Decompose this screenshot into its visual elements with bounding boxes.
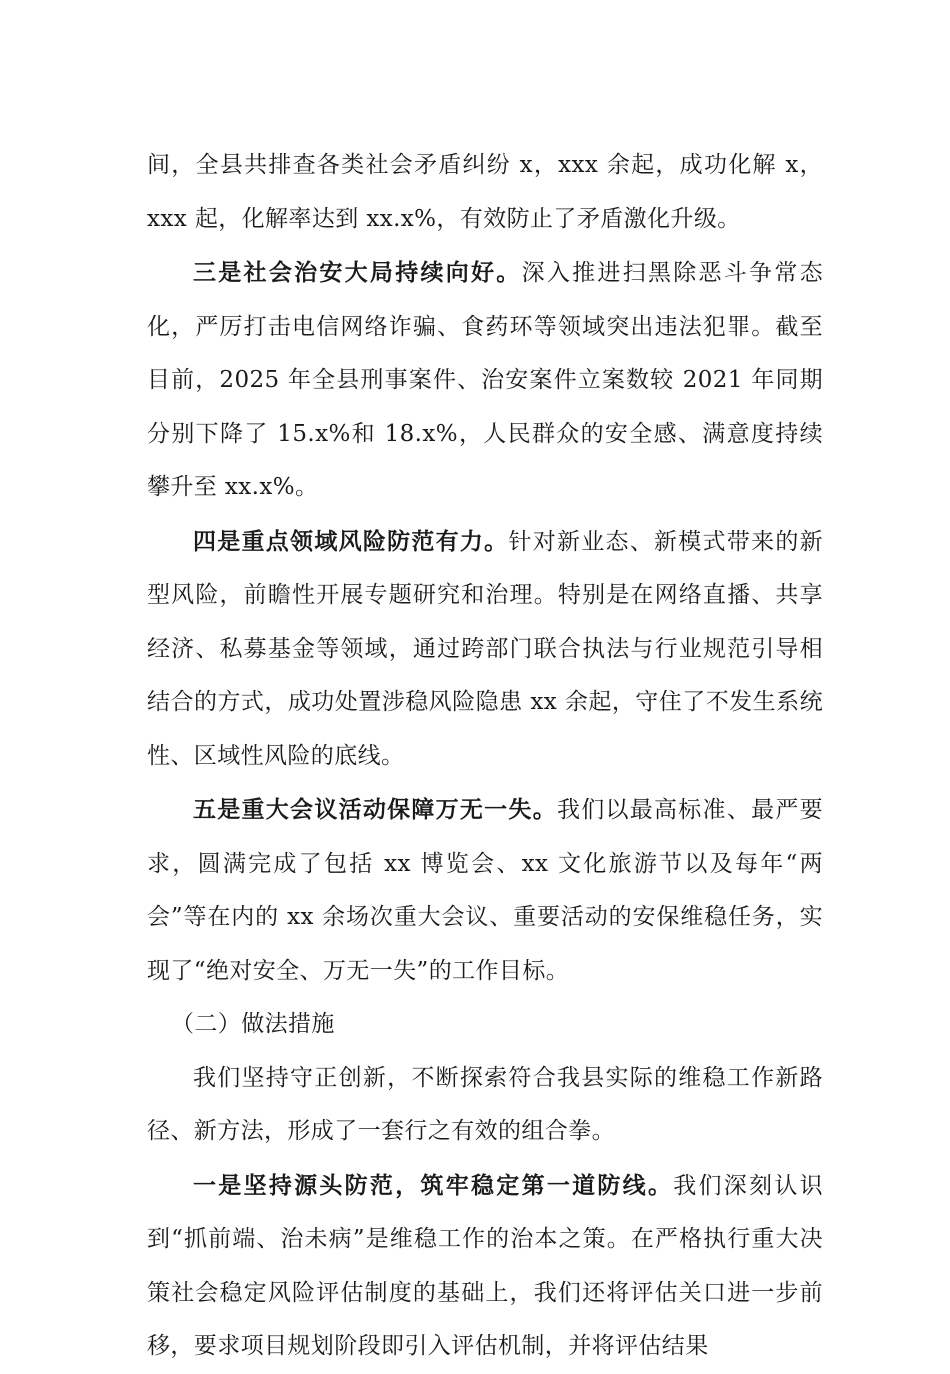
paragraph-risk-prevention (147, 515, 823, 784)
paragraph-text: 我们深刻认识到“抓前端、治未病”是维稳工作的治本之策。在严格执行重大决策社会稳定风险评估制度的基础上，我们还将评估关口进一步前移，要求项目规划阶段即引入评估机制，并将评估结果 (147, 1172, 823, 1359)
paragraph-lead: 一是坚持源头防范，筑牢稳定第一道防线。 (193, 1171, 674, 1199)
paragraph-text: 间，全县共排查各类社会矛盾纠纷 x，xxx 余起，成功化解 x，xxx 起，化解率达到 xx.x%，有效防止了矛盾激化升级。 (147, 152, 823, 232)
paragraph-lead: 三是社会治安大局持续向好。 (193, 259, 522, 286)
paragraph-event-security (147, 783, 823, 998)
paragraph-text: 深入推进扫黑除恶斗争常态化，严厉打击电信网络诈骗、食药环等领域突出违法犯罪。截至目前，2025 年全县刑事案件、治安案件立案数较 2021 年同期分别下降了 15.x%和 18.x%，人民群众的安全感、满意度持续攀升至 xx.x%。 (147, 260, 823, 500)
paragraph-source-prevention (147, 1159, 823, 1374)
paragraph-dispute-resolution (147, 139, 823, 246)
paragraph-text: 针对新业态、新模式带来的新型风险，前瞻性开展专题研究和治理。特别是在网络直播、共享经济、私募基金等领域，通过跨部门联合执法与行业规范引导相结合的方式，成功处置涉稳风险隐患 xx 余起，守住了不发生系统性、区域性风险的底线。 (147, 528, 824, 769)
paragraph-text: 我们坚持守正创新，不断探索符合我县实际的维稳工作新路径、新方法，形成了一套行之有效的组合拳。 (147, 1064, 823, 1144)
section-heading: （二）做法措施 (171, 1011, 335, 1037)
paragraph-methods-intro (147, 1052, 823, 1159)
paragraph-text: 我们以最高标准、最严要求，圆满完成了包括 xx 博览会、xx 文化旅游节以及每年“两会”等在内的 xx 余场次重大会议、重要活动的安保维稳任务，实现了“绝对安全、万无一失”的工作目标。 (147, 797, 824, 984)
document-body (147, 139, 823, 1374)
paragraph-lead: 五是重大会议活动保障万无一失。 (193, 796, 557, 823)
paragraph-public-security (147, 246, 823, 515)
paragraph-lead: 四是重点领域风险防范有力。 (193, 527, 509, 555)
